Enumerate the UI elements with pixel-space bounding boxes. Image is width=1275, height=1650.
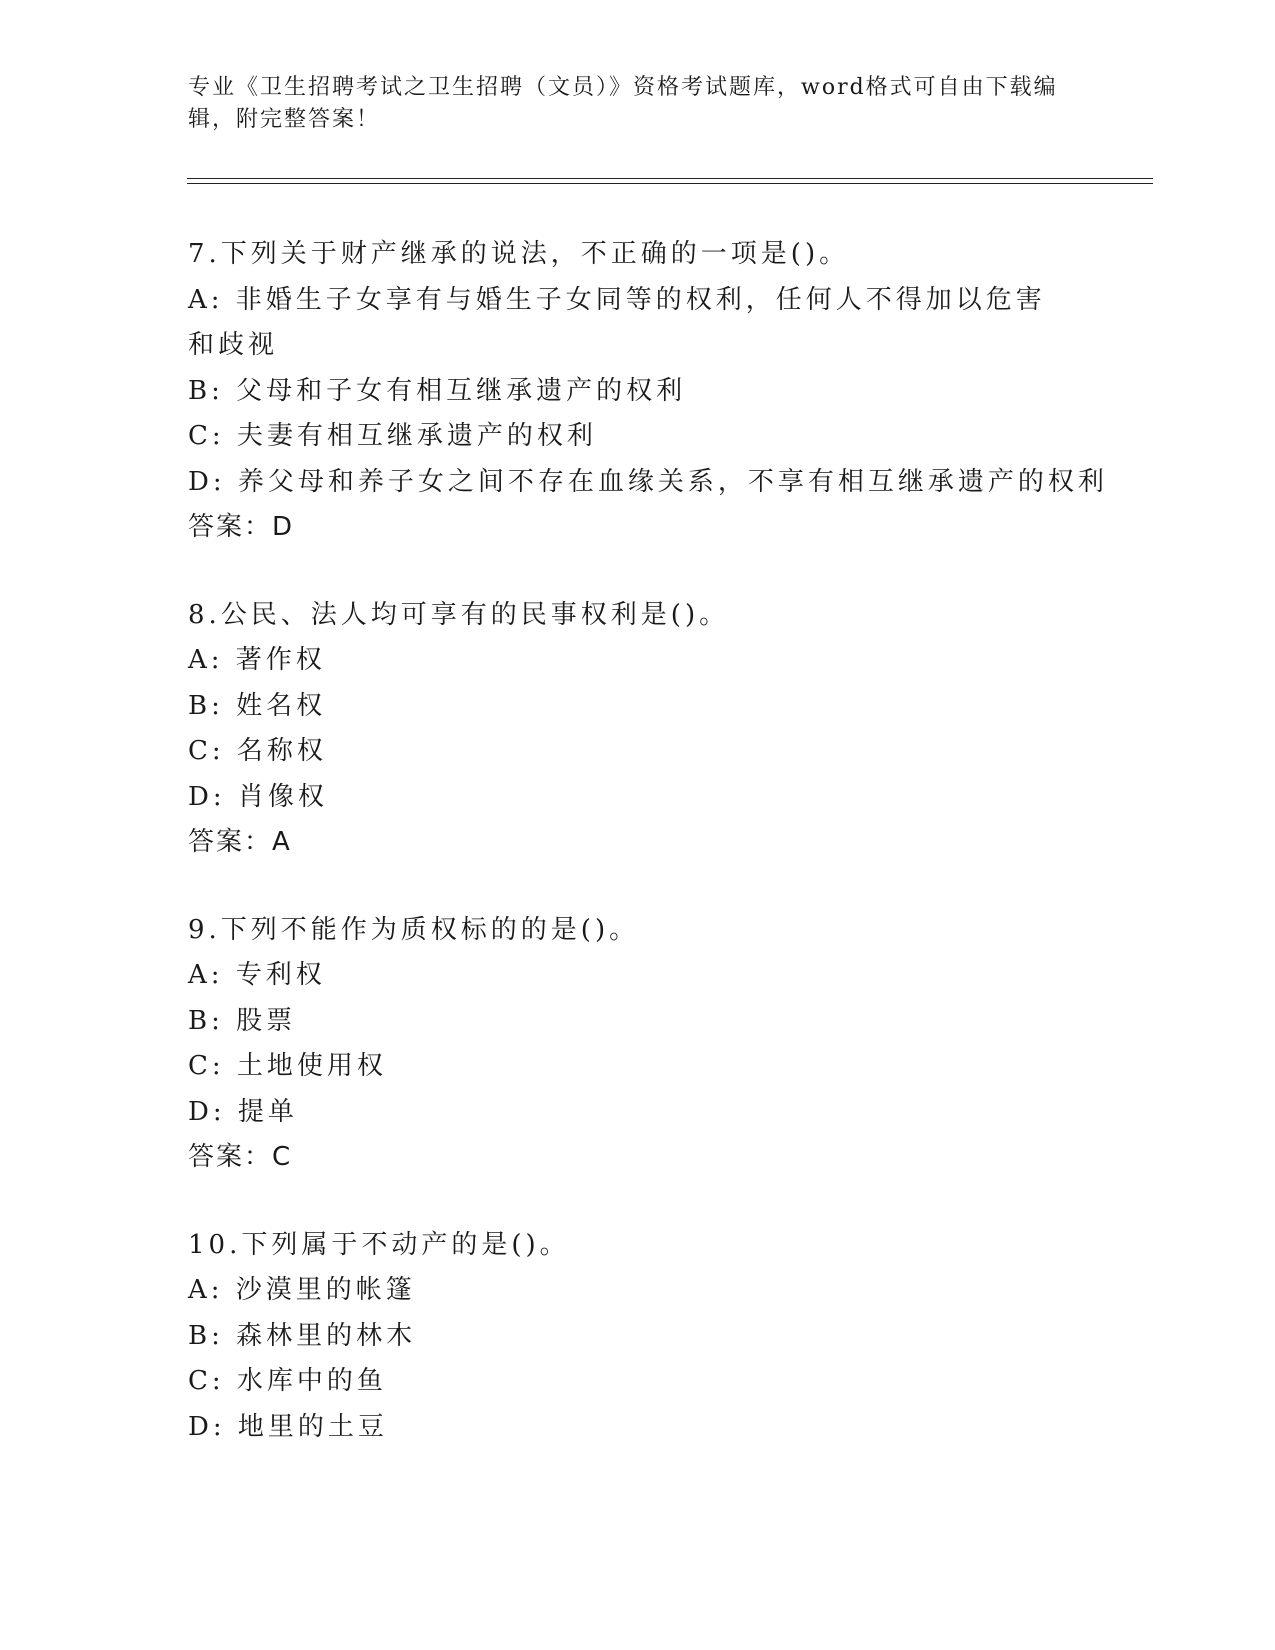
option-d: D: 地里的土豆 xyxy=(188,1411,388,1442)
answer-label: 答案：D xyxy=(188,512,295,542)
answer-label: 答案：C xyxy=(188,1142,293,1172)
question-stem: 8.公民、法人均可享有的民事权利是()。 xyxy=(188,599,730,630)
option-a: A: 非婚生子女享有与婚生子女同等的权利，任何人不得加以危害和歧视 xyxy=(188,284,1046,360)
question-list xyxy=(188,232,1108,1492)
option-b: B: 森林里的林木 xyxy=(188,1320,417,1351)
question-7 xyxy=(188,232,1108,551)
question-stem: 9.下列不能作为质权标的的是()。 xyxy=(188,914,640,945)
question-9 xyxy=(188,908,1088,1181)
option-a: A: 沙漠里的帐篷 xyxy=(188,1275,416,1305)
option-a: A: 专利权 xyxy=(188,960,326,990)
option-c: C: 名称权 xyxy=(188,736,327,766)
question-8 xyxy=(188,593,1088,866)
option-c: C: 水库中的鱼 xyxy=(188,1366,387,1396)
option-b: B: 父母和子女有相互继承遗产的权利 xyxy=(188,375,687,406)
option-d: D: 提单 xyxy=(188,1096,298,1127)
option-b: B: 股票 xyxy=(188,1005,297,1036)
option-a: A: 著作权 xyxy=(188,645,326,675)
option-b: B: 姓名权 xyxy=(188,690,327,721)
header-rule-top xyxy=(187,178,1153,179)
option-c: C: 土地使用权 xyxy=(188,1051,387,1081)
header-rule-bottom xyxy=(187,183,1153,184)
question-10 xyxy=(188,1223,1088,1451)
document-header: 专业《卫生招聘考试之卫生招聘（文员）》资格考试题库，word格式可自由下载编辑，附完整答案！ xyxy=(188,75,1058,132)
option-d: D: 养父母和养子女之间不存在血缘关系，不享有相互继承遗产的权利 xyxy=(188,466,1108,497)
answer-label: 答案：A xyxy=(188,827,292,857)
question-stem: 10.下列属于不动产的是()。 xyxy=(188,1229,570,1260)
option-c: C: 夫妻有相互继承遗产的权利 xyxy=(188,421,597,451)
question-stem: 7.下列关于财产继承的说法，不正确的一项是()。 xyxy=(188,239,850,269)
option-d: D: 肖像权 xyxy=(188,781,328,812)
